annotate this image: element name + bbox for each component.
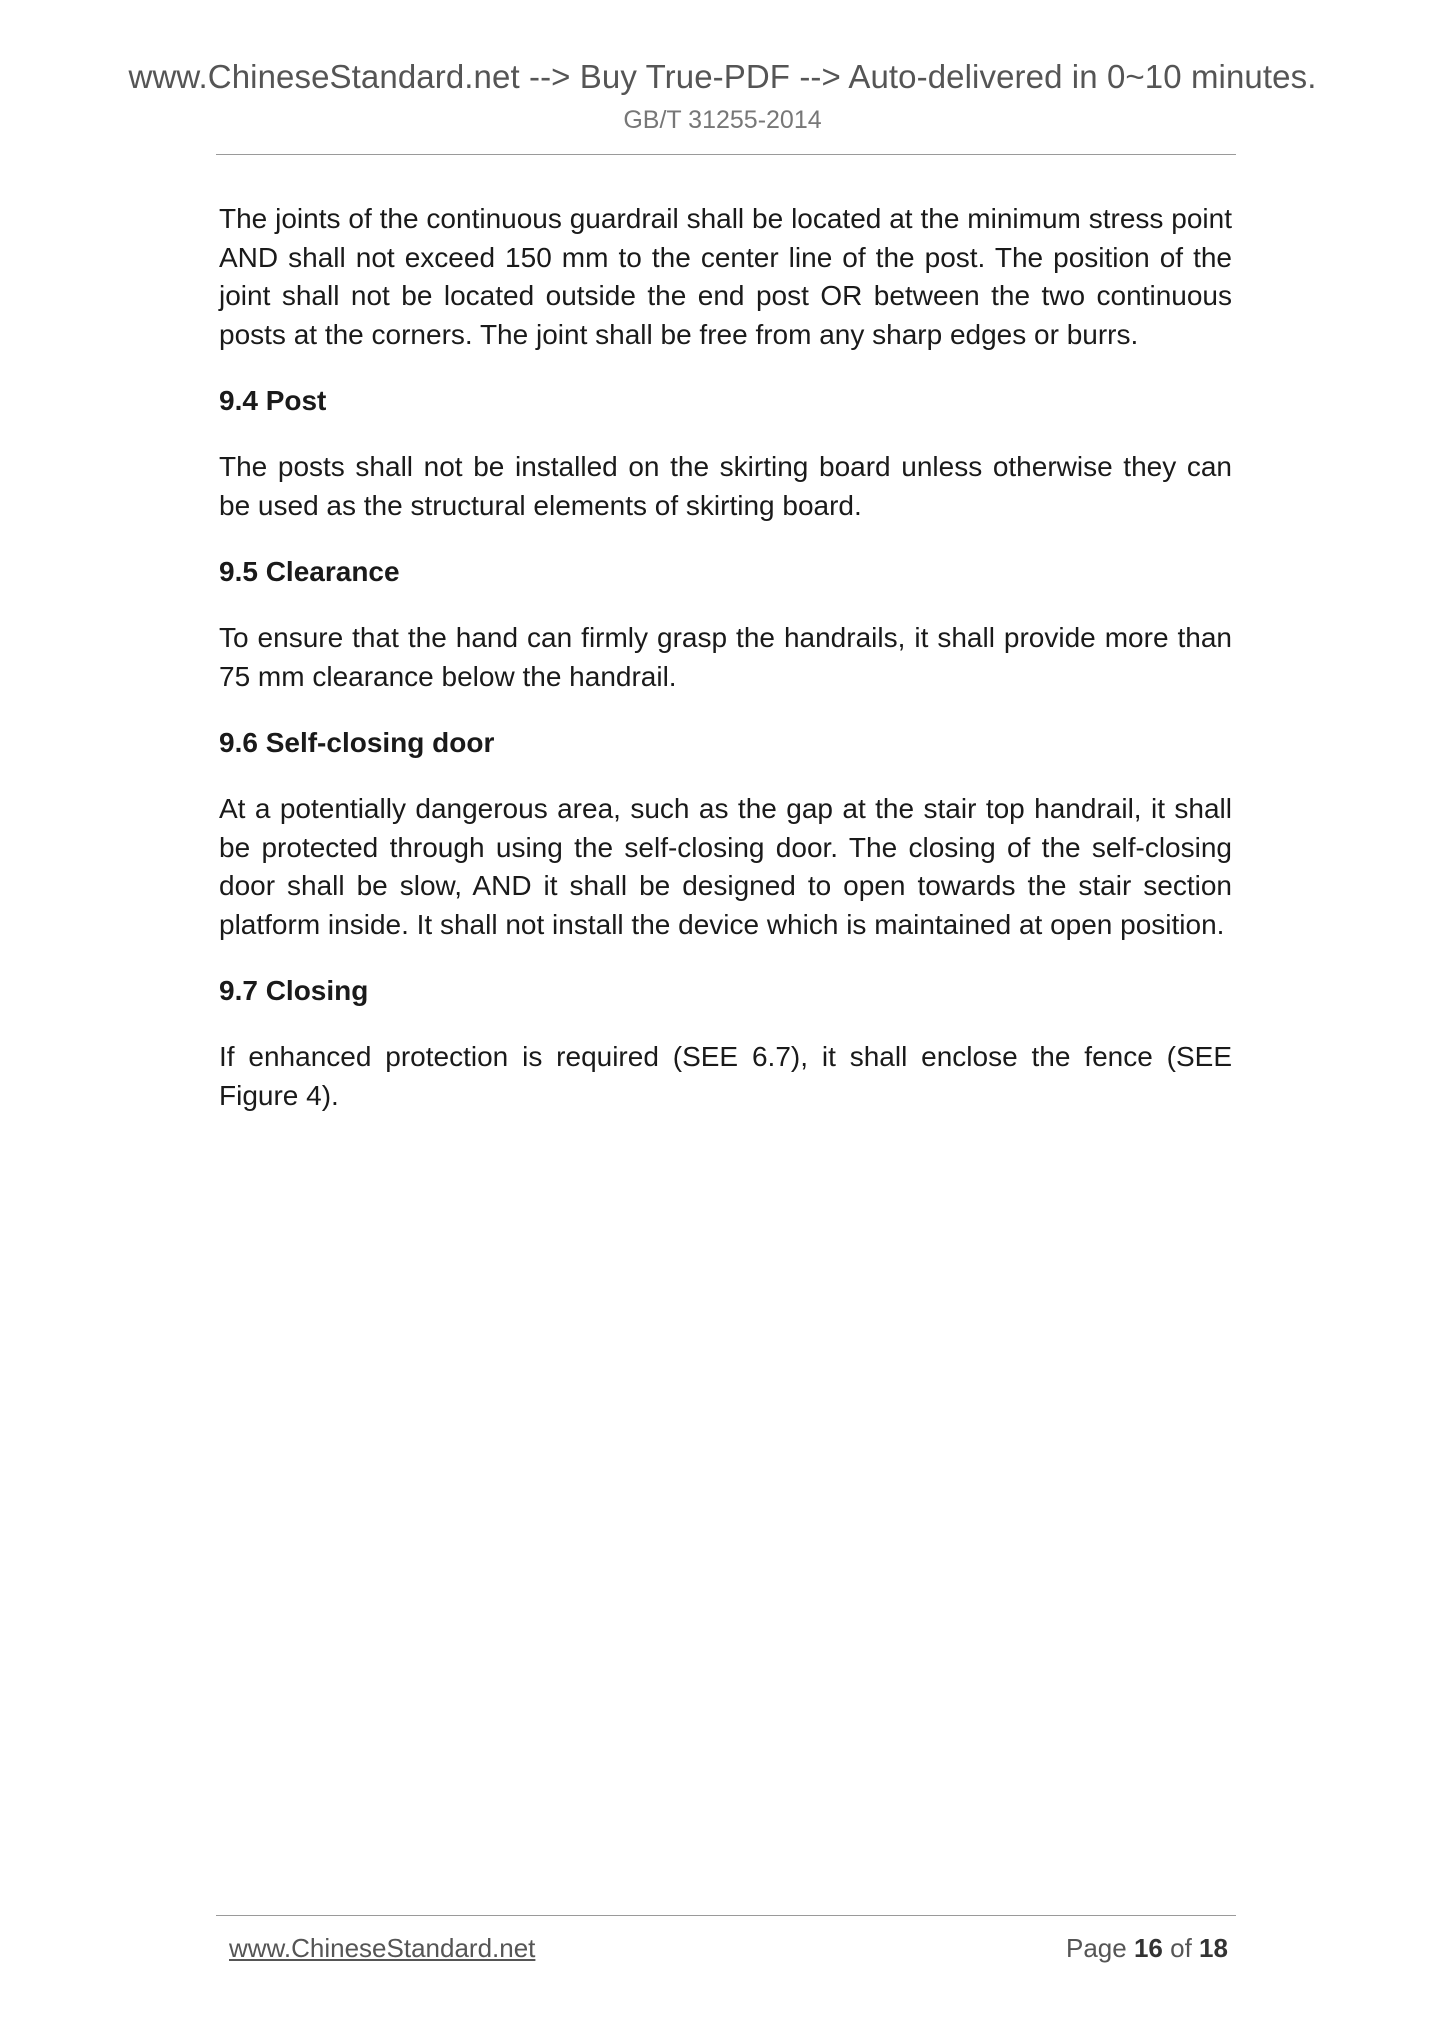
section-heading-9-4: 9.4 Post (219, 385, 327, 416)
document-body (219, 200, 1232, 1143)
section-heading-9-6: 9.6 Self-closing door (219, 727, 495, 758)
page-of: of (1170, 1933, 1192, 1963)
section-text-9-4: The posts shall not be installed on the skirting board unless otherwise they can be used as the structural elements of skirting board. (219, 451, 1232, 521)
standard-code: GB/T 31255-2014 (623, 106, 822, 134)
header-banner: www.ChineseStandard.net --> Buy True-PDF --> Auto-delivered in 0~10 minutes. (128, 58, 1317, 95)
page-indicator (1066, 1933, 1228, 1964)
footer-divider (216, 1915, 1236, 1916)
page-prefix: Page (1066, 1933, 1127, 1963)
section-text-9-6: At a potentially dangerous area, such as the gap at the stair top handrail, it shall be protected through using the self-closing door. The closing of the self-closing door shall be slow, AND it shall be designed to open towards the stair section platform inside. It shall not install the device which is maintained at open position. (219, 793, 1232, 940)
intro-paragraph: The joints of the continuous guardrail shall be located at the minimum stress point AND shall not exceed 150 mm to the center line of the post. The position of the joint shall not be located outside the end post OR between the two continuous posts at the corners. The joint shall be free from any sharp edges or burrs. (219, 203, 1232, 350)
page-current: 16 (1133, 1933, 1163, 1963)
page-total: 18 (1199, 1933, 1228, 1963)
section-text-9-5: To ensure that the hand can firmly grasp the handrails, it shall provide more than 75 mm clearance below the handrail. (219, 622, 1232, 692)
section-heading-9-7: 9.7 Closing (219, 975, 369, 1006)
header-divider (216, 154, 1236, 155)
footer-website-link[interactable]: www.ChineseStandard.net (229, 1933, 536, 1963)
section-text-9-7: If enhanced protection is required (SEE 6.7), it shall enclose the fence (SEE Figure 4). (219, 1041, 1232, 1111)
section-heading-9-5: 9.5 Clearance (219, 556, 400, 587)
